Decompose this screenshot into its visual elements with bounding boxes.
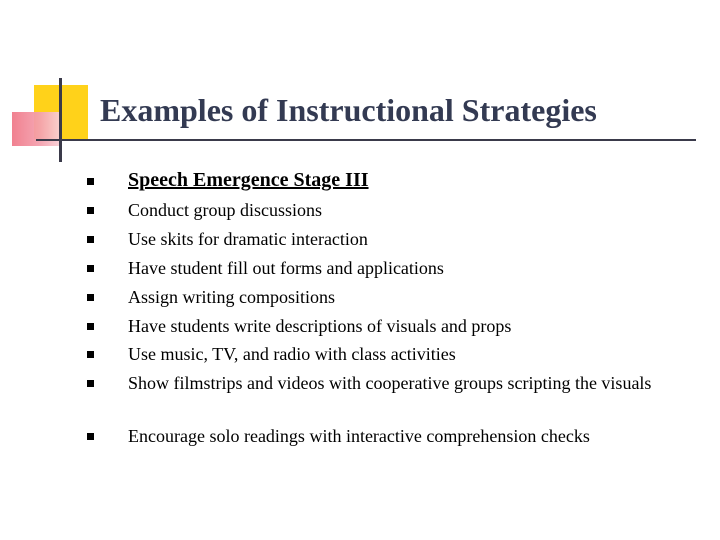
square-bullet-icon xyxy=(87,265,94,272)
title-underline-rule xyxy=(36,139,696,141)
list-item-text: Use skits for dramatic interaction xyxy=(128,229,368,249)
list-item-text: Encourage solo readings with interactive comprehension checks xyxy=(128,426,590,446)
list-item-text: Have student fill out forms and applications xyxy=(128,258,444,278)
decorative-vertical-rule xyxy=(59,78,62,162)
section-heading: Speech Emergence Stage III xyxy=(128,169,369,191)
list-item-text: Show filmstrips and videos with cooperative groups scripting the visuals xyxy=(128,373,652,393)
square-bullet-icon xyxy=(87,294,94,301)
list-item-text: Use music, TV, and radio with class activities xyxy=(128,344,456,364)
square-bullet-icon xyxy=(87,380,94,387)
list-item-text: Have students write descriptions of visuals and props xyxy=(128,316,512,336)
square-bullet-icon xyxy=(87,236,94,243)
list-item-text: Assign writing compositions xyxy=(128,287,336,307)
list-item-text: Conduct group discussions xyxy=(128,200,323,220)
square-bullet-icon xyxy=(87,207,94,214)
square-bullet-icon xyxy=(87,433,94,440)
square-bullet-icon xyxy=(87,323,94,330)
square-bullet-icon xyxy=(87,351,94,358)
square-bullet-icon xyxy=(87,178,94,185)
slide-title: Examples of Instructional Strategies xyxy=(100,92,597,128)
